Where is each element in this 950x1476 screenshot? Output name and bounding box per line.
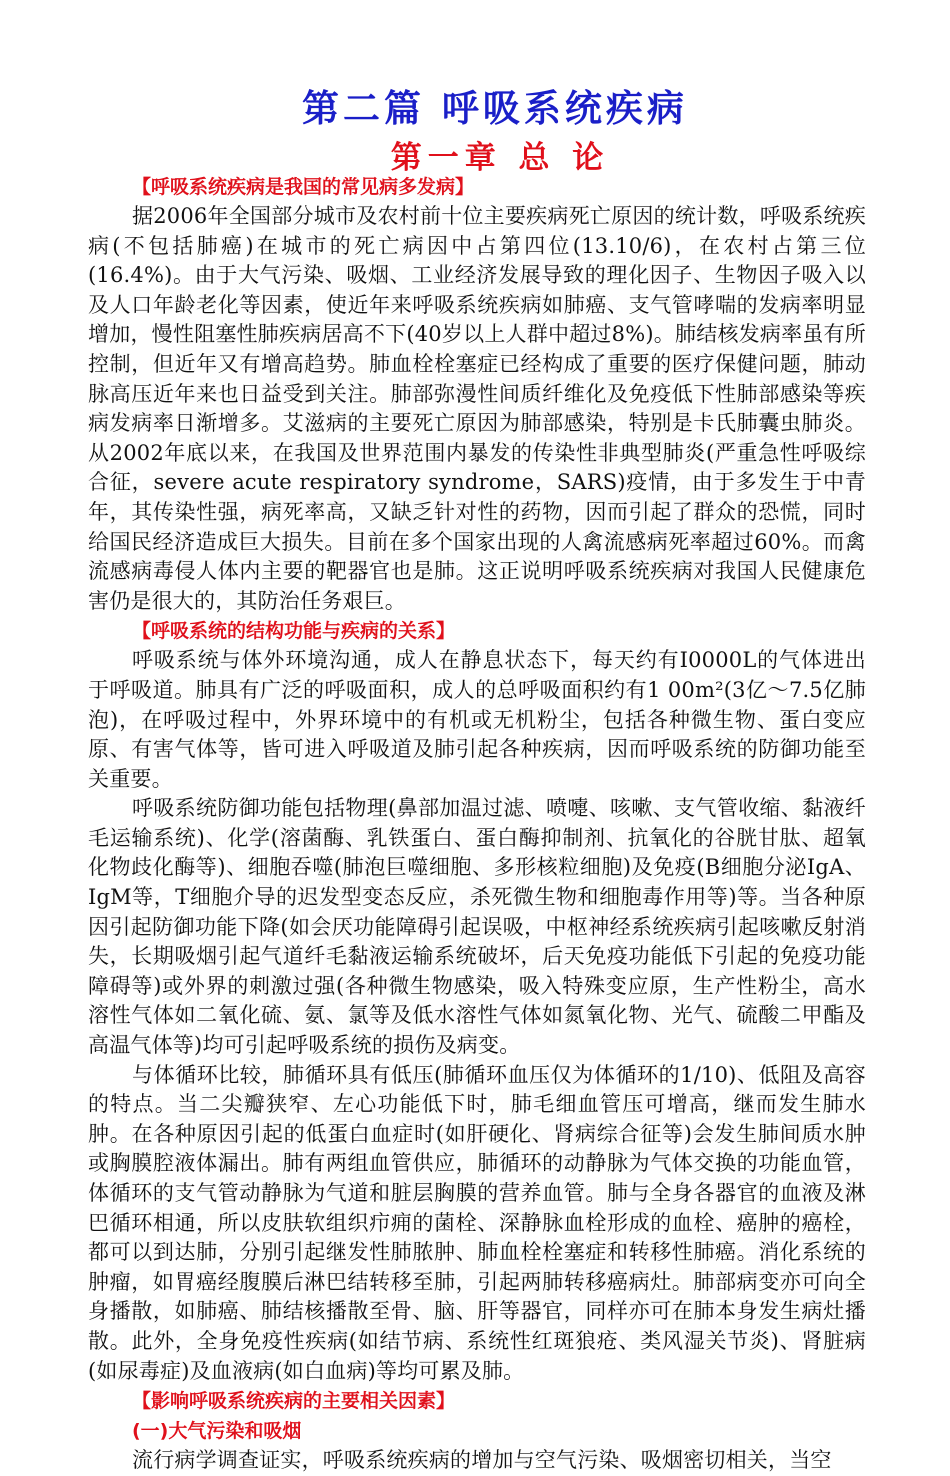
paragraph: 呼吸系统与体外环境沟通，成人在静息状态下，每天约有I0000L的气体进出于呼吸道。肺具有广泛的呼吸面积，成人的总呼吸面积约有1 00m²(3亿～7.5亿肺泡)，在呼吸过程中，外界环境中的有机或无机粉尘，包括各种微生物、蛋白变应原、有害气体等，皆可进入呼吸道及肺引起各种疾病，因而呼吸系统的防御功能至关重要。 bbox=[88, 648, 866, 791]
chapter-title: 第一章 总 论 bbox=[390, 140, 610, 176]
paragraph: 呼吸系统防御功能包括物理(鼻部加温过滤、喷嚏、咳嗽、支气管收缩、黏液纤毛运输系统)、化学(溶菌酶、乳铁蛋白、蛋白酶抑制剂、抗氧化的谷胱甘肽、超氧化物歧化酶等)、细胞吞噬(肺泡巨噬细胞、多形核粒细胞)及免疫(B细胞分泌IgA、IgM等，T细胞介导的迟发型变态反应，杀死微生物和细胞毒作用等)等。当各种原因引起防御功能下降(如会厌功能障碍引起误吸，中枢神经系统疾病引起咳嗽反射消失，长期吸烟引起气道纤毛黏液运输系统破坏，后天免疫功能低下引起的免疫功能障碍等)或外界的刺激过强(各种微生物感染，吸入特殊变应原，生产性粉尘，高水溶性气体如二氧化硫、氨、氯等及低水溶性气体如氮氧化物、光气、硫酸二甲酯及高温气体等)均可引起呼吸系统的损伤及病变。 bbox=[88, 796, 866, 1058]
section-heading: 【呼吸系统疾病是我国的常见病多发病】 bbox=[132, 176, 475, 198]
section-related-factors bbox=[88, 1386, 866, 1476]
paragraph: 流行病学调查证实，呼吸系统疾病的增加与空气污染、吸烟密切相关，当空 bbox=[132, 1448, 832, 1473]
paragraph: 与体循环比较，肺循环具有低压(肺循环血压仅为体循环的1/10)、低阻及高容的特点。当二尖瓣狭窄、左心功能低下时，肺毛细血管压可增高，继而发生肺水肿。在各种原因引起的低蛋白血症时(如肝硬化、肾病综合征等)会发生肺间质水肿或胸膜腔液体漏出。肺有两组血管供应，肺循环的动静脉为气体交换的功能血管，体循环的支气管动静脉为气道和脏层胸膜的营养血管。肺与全身各器官的血液及淋巴循环相通，所以皮肤软组织疖痈的菌栓、深静脉血栓形成的血栓、癌肿的癌栓，都可以到达肺，分别引起继发性肺脓肿、肺血栓栓塞症和转移性肺癌。消化系统的肿瘤，如胃癌经腹膜后淋巴结转移至肺，引起两肺转移癌病灶。肺部病变亦可向全身播散，如肺癌、肺结核播散至骨、脑、肝等器官，同样亦可在肺本身发生病灶播散。此外，全身免疫性疾病(如结节病、系统性红斑狼疮、类风湿关节炎)、肾脏病(如尿毒症)及血液病(如白血病)等均可累及肺。 bbox=[88, 1062, 866, 1383]
document-body bbox=[88, 172, 866, 1476]
section-structure-function bbox=[88, 616, 866, 1386]
paragraph: 据2006年全国部分城市及农村前十位主要疾病死亡原因的统计数，呼吸系统疾病(不包括肺癌)在城市的死亡病因中占第四位(13.10/6)，在农村占第三位(16.4%)。由于大气污染、吸烟、工业经济发展导致的理化因子、生物因子吸入以及人口年龄老化等因素，使近年来呼吸系统疾病如肺癌、支气管哮喘的发病率明显增加，慢性阻塞性肺疾病居高不下(40岁以上人群中超过8%)。肺结核发病率虽有所控制，但近年又有增高趋势。肺血栓栓塞症已经构成了重要的医疗保健问题，肺动脉高压近年来也日益受到关注。肺部弥漫性间质纤维化及免疫低下性肺部感染等疾病发病率日渐增多。艾滋病的主要死亡原因为肺部感染，特别是卡氏肺囊虫肺炎。从2002年底以来，在我国及世界范围内暴发的传染性非典型肺炎(严重急性呼吸综合征，severe acute respiratory syndrome，SARS)疫情，由于多发生于中青年，其传染性强，病死率高，又缺乏针对性的药物，因而引起了群众的恐慌，同时给国民经济造成巨大损失。目前在多个国家出现的人禽流感病死率超过60%。而禽流感病毒侵人体内主要的靶器官也是肺。这正说明呼吸系统疾病对我国人民健康危害仍是很大的，其防治任务艰巨。 bbox=[88, 204, 866, 613]
section-heading: 【呼吸系统的结构功能与疾病的关系】 bbox=[132, 620, 456, 643]
section-heading: 【影响呼吸系统疾病的主要相关因素】 bbox=[132, 1390, 456, 1413]
subsection-heading: (一)大气污染和吸烟 bbox=[132, 1420, 302, 1443]
part-title: 第二篇 呼吸系统疾病 bbox=[302, 86, 688, 130]
section-common-diseases bbox=[88, 172, 866, 616]
